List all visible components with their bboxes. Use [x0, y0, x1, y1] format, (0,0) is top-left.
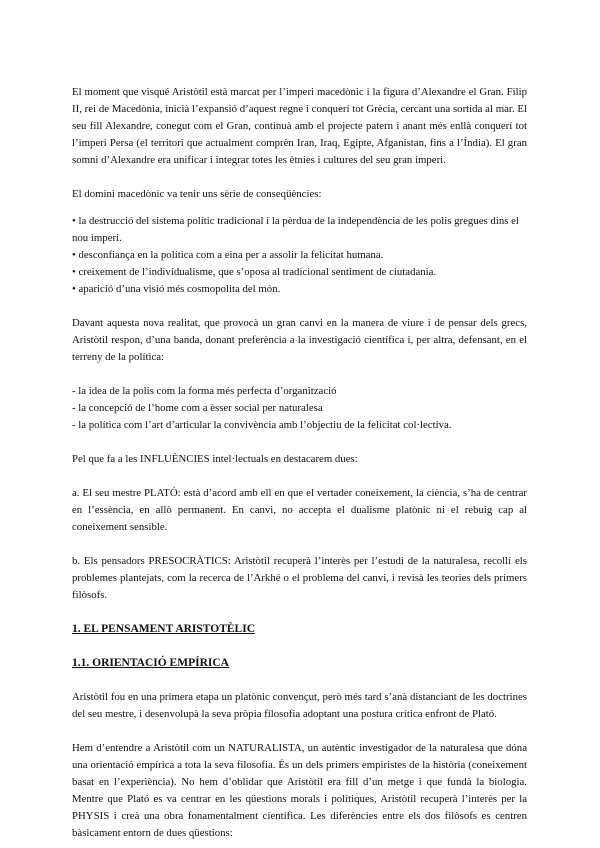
paragraph-consequences-intro: El domini macedònic va tenir uns sèrie de conseqüències:: [72, 188, 322, 200]
paragraph-platonic-stage: Aristòtil fou en una primera etapa un platònic convençut, però més tard s’anà distanciant de les doctrines del seu mestre, i desenvolupà la seva pròpia filosofia adoptant una postura crítica enfront de Plató.: [72, 691, 527, 720]
paragraph-plato: a. El seu mestre PLATÓ: està d’acord amb ell en que el vertader coneixement, la ciència, s’ha de centrar en l’essència, en allò permanent. En canvi, no accepta el dualisme platònic ni el rebuig cap al coneixement sensible.: [72, 487, 527, 533]
list-item: • aparició d’una visió més cosmopolita del món.: [72, 283, 281, 295]
paragraph-influences-intro: Pel que fa a les INFLUÈNCIES intel·lectuals en destacarem dues:: [72, 453, 358, 465]
document-page: [72, 84, 527, 842]
subsection-heading: 1.1. ORIENTACIÓ EMPÍRICA: [72, 657, 229, 669]
list-item: - la concepció de l’home com a èsser social per naturalesa: [72, 402, 323, 414]
paragraph-presocratics: b. Els pensadors PRESOCRÀTICS: Aristòtil recuperà l’interès per l’estudi de la naturalesa, recollí els problemes plantejats, com la recerca de l’Arkhé o el problema del canvi, i revisà les teories dels primers filòsofs.: [72, 555, 527, 601]
section-heading: 1. EL PENSAMENT ARISTOTÈLIC: [72, 623, 255, 635]
list-item: • la destrucció del sistema polític tradicional i la pèrdua de la independència de les polis gregues dins el nou imperi.: [72, 215, 519, 244]
paragraph-context: El moment que visqué Aristòtil està marcat per l’imperi macedònic i la figura d’Alexandre el Gran. Filip II, rei de Macedònia, inicià l’expansió d’aquest regne i conquerí tot Grècia, cercant una sortida al mar. El seu fill Alexandre, conegut com el Gran, continuà amb el projecte patern i anant més enllà conquerí tot l’imperi Persa (el territori que actualment comprèn Iran, Iraq, Egipte, Afganistan, fins a l’Índia). El gran somni d’Alexandre era unificar i integrar totes les ètnies i cultures del seu gran imperi.: [72, 86, 527, 166]
paragraph-response: Davant aquesta nova realitat, que provocà un gran canvi en la manera de viure i de pensar dels grecs, Aristòtil respon, d’una banda, donant preferència a la investigació científica i, per altra, defensant, en el terreny de la política:: [72, 317, 527, 363]
list-item: - la idea de la polis com la forma més perfecta d’organització: [72, 385, 337, 397]
list-item: - la política com l’art d’articular la convivència amb l’objectiu de la felicitat col·lectiva.: [72, 419, 452, 431]
list-item: • creixement de l’individualisme, que s’oposa al tradicional sentiment de ciutadania.: [72, 266, 437, 278]
paragraph-naturalist: Hem d’entendre a Aristòtil com un NATURALISTA, un autèntic investigador de la naturalesa que dóna una orientació empírica a tota la seva filosofia. És un dels primers empiristes de la història (coneixement basat en l’experiència). No hem d’oblidar que Aristòtil era fill d’un metge i que fundà la biologia. Mentre que Plató es va centrar en les qüestions morals i polítiques, Aristòtil recuperà l’interès per la PHYSIS i creà una obra fonamentalment científica. Les diferències entre els dos filòsofs es centren bàsicament entorn de dues qüestions:: [72, 742, 527, 839]
list-item: • desconfiança en la política com a eina per a assolir la felicitat humana.: [72, 249, 384, 261]
